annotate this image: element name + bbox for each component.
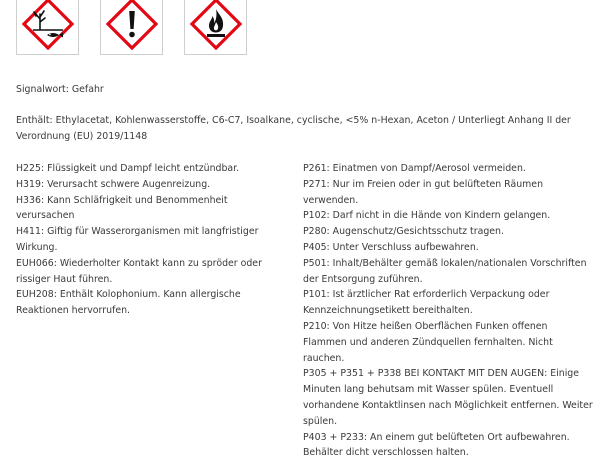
- hazard-statements: [16, 161, 278, 319]
- hazard-statement: H319: Verursacht schwere Augenreizung.: [16, 178, 211, 190]
- environment-hazard-icon: [22, 0, 74, 50]
- contains-statement: Enthält: Ethylacetat, Kohlenwasserstoffe, C6-C7, Isoalkane, cyclische, <5% n-Hexan, Aceton / Unterliegt Anhang II der Verordnung (EU) 2019/1148: [16, 115, 571, 142]
- precautionary-statement: P305 + P351 + P338 BEI KONTAKT MIT DEN AUGEN: Einige Minuten lang behutsam mit Wasser spülen. Eventuell vorhandene Kontaktlinsen nach Möglichkeit entfernen. Weiter spülen.: [303, 368, 593, 427]
- precautionary-statement: P405: Unter Verschluss aufbewahren.: [303, 241, 479, 253]
- hazard-statement: H225: Flüssigkeit und Dampf leicht entzündbar.: [16, 163, 240, 174]
- precautionary-statement: P501: Inhalt/Behälter gemäß lokalen/nationalen Vorschriften der Entsorgung zuführen.: [303, 257, 587, 285]
- ghs-pictograms: [16, 0, 247, 55]
- pictogram-flame: [184, 0, 247, 55]
- hazard-statement: EUH066: Wiederholter Kontakt kann zu spröder oder rissiger Haut führen.: [16, 257, 262, 285]
- hazard-statement: H336: Kann Schläfrigkeit und Benommenheit verursachen: [16, 194, 228, 222]
- pictogram-exclamation: [100, 0, 163, 55]
- precautionary-statement: P210: Von Hitze heißen Oberflächen Funken offenen Flammen und anderen Zündquellen fernhalten. Nicht rauchen.: [303, 320, 553, 364]
- precautionary-statement: P271: Nur im Freien oder in gut belüfteten Räumen verwenden.: [303, 178, 544, 206]
- exclamation-mark-icon: [106, 0, 158, 50]
- precautionary-statement: P261: Einatmen von Dampf/Aerosol vermeiden.: [303, 163, 526, 174]
- precautionary-statement: P101: Ist ärztlicher Rat erforderlich Verpackung oder Kennzeichnungsetikett bereithalten.: [303, 289, 550, 317]
- hazard-statement: EUH208: Enthält Kolophonium. Kann allergische Reaktionen hervorrufen.: [16, 289, 241, 317]
- precautionary-statement: P403 + P233: An einem gut belüfteten Ort aufbewahren. Behälter dicht verschlossen halten.: [303, 431, 570, 459]
- precautionary-statement: P102: Darf nicht in die Hände von Kindern gelangen.: [303, 210, 551, 222]
- precautionary-statement: P280: Augenschutz/Gesichtsschutz tragen.: [303, 226, 504, 238]
- hazard-statement: H411: Giftig für Wasserorganismen mit langfristiger Wirkung.: [16, 226, 259, 253]
- pictogram-environment: [16, 0, 79, 55]
- signal-word: Signalwort: Gefahr: [16, 84, 104, 95]
- precautionary-statements: [303, 161, 593, 461]
- flame-icon: [190, 0, 242, 50]
